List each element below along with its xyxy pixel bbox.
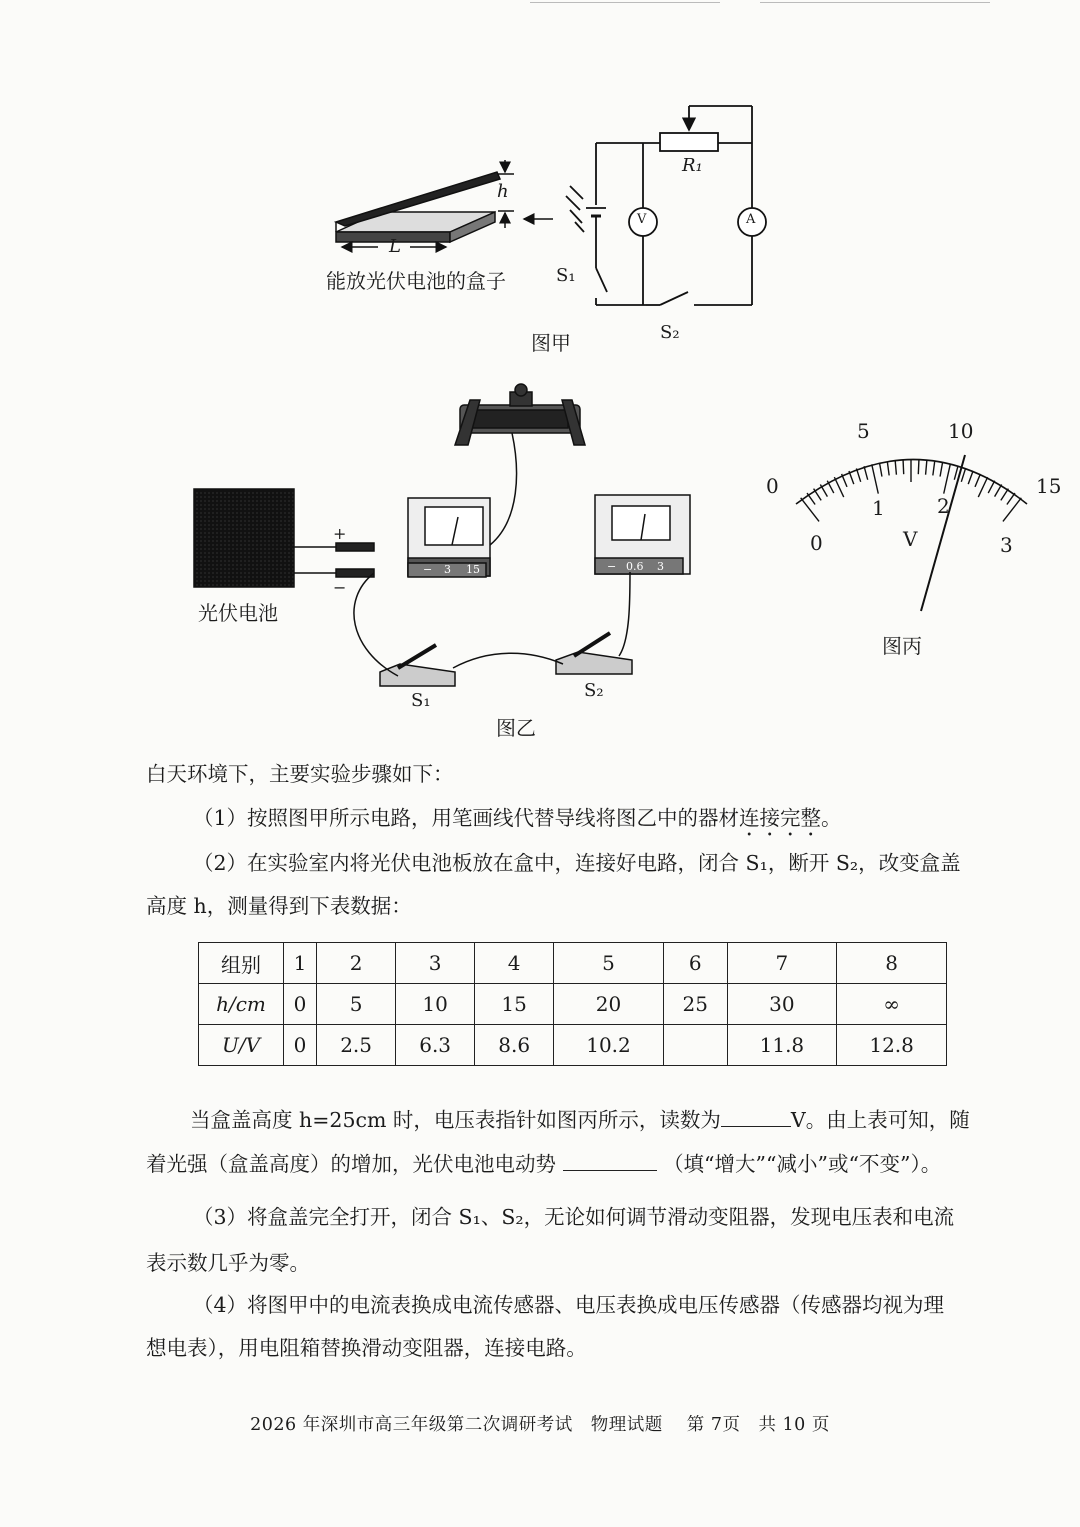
minus-label: − — [333, 578, 347, 597]
h-label: h — [497, 181, 509, 202]
voltmeter-terminal-15: 15 — [466, 563, 480, 576]
bottom-scale-0: 0 — [810, 531, 823, 555]
voltmeter-terminal-neg: − — [423, 563, 433, 576]
top-scale-0: 0 — [766, 474, 779, 498]
meter-tick — [968, 471, 973, 484]
box-label: 能放光伏电池的盒子 — [326, 269, 506, 293]
meter-tick — [801, 498, 819, 522]
step3-line1: （3）将盒盖完全打开，闭合 S₁、S₂，无论如何调节滑动变阻器，发现电压表和电流 — [193, 1205, 955, 1229]
figure-jia-caption: 图甲 — [531, 331, 571, 355]
meter-tick — [978, 477, 987, 497]
step1-text: （1）按照图甲所示电路，用笔画线代替导线将图乙中的器材连接完整。 — [193, 806, 842, 830]
table-row: 组别 1 2 3 4 5 6 7 8 — [199, 943, 947, 984]
ammeter-symbol: A — [746, 212, 756, 227]
bottom-scale-1: 1 — [872, 496, 885, 520]
ammeter-terminal-neg: − — [607, 560, 617, 573]
meter-tick — [849, 471, 854, 484]
table-row: U/V 0 2.5 6.3 8.6 10.2 11.8 12.8 — [199, 1025, 947, 1066]
meter-tick — [903, 460, 904, 474]
yi-S2-label: S₂ — [584, 680, 604, 701]
meter-tick — [995, 484, 1002, 496]
meter-tick — [814, 489, 822, 501]
bottom-scale-3: 3 — [1000, 533, 1013, 557]
step2-line1: （2）在实验室内将光伏电池板放在盒中，连接好电路，闭合 S₁，断开 S₂，改变盒盖 — [193, 851, 961, 875]
ammeter-terminal-0.6: 0.6 — [626, 560, 644, 573]
intro-text: 白天环境下，主要实验步骤如下： — [146, 762, 454, 786]
meter-tick — [961, 468, 965, 481]
meter-tick — [887, 462, 889, 476]
data-table — [198, 942, 947, 1066]
meter-tick — [879, 463, 881, 477]
question-line2: 着光强（盒盖高度）的增加，光伏电池电动势 （填“增大”“减小”或“不变”）。 — [146, 1152, 942, 1176]
L-label: L — [389, 236, 401, 257]
meter-tick — [834, 477, 843, 497]
meter-tick — [856, 468, 860, 481]
answer-blank-cell[interactable] — [663, 1025, 727, 1066]
top-scale-5: 5 — [857, 419, 870, 443]
table-row: h/cm 0 5 10 15 20 25 30 ∞ — [199, 984, 947, 1025]
meter-tick — [926, 461, 927, 475]
meter-tick — [1007, 493, 1015, 504]
meter-tick — [872, 464, 879, 493]
voltmeter-terminal-3: 3 — [444, 563, 451, 576]
meter-tick — [975, 474, 980, 487]
voltage-answer-blank[interactable] — [721, 1108, 791, 1127]
step2-line2: 高度 h，测量得到下表数据： — [146, 894, 412, 918]
yi-S1-label: S₁ — [411, 690, 431, 711]
apparatus-drawing — [194, 384, 690, 686]
meter-tick — [864, 466, 868, 480]
pv-label: 光伏电池 — [198, 601, 278, 625]
meter-tick — [895, 461, 896, 475]
step3-line2: 表示数几乎为零。 — [146, 1251, 310, 1275]
figure-bing-caption: 图丙 — [882, 634, 922, 658]
meter-tick — [988, 481, 995, 493]
meter-tick — [954, 466, 958, 480]
step4-line1: （4）将图甲中的电流表换成电流传感器、电压表换成电压传感器（传感器均视为理 — [193, 1293, 945, 1317]
R1-label: R₁ — [682, 155, 703, 176]
figure-yi-caption: 图乙 — [496, 716, 536, 740]
top-scale-15: 15 — [1036, 474, 1062, 498]
page-footer: 2026 年深圳市高三年级第二次调研考试 物理试题 第 7页 共 10 页 — [250, 1415, 830, 1435]
plus-label: + — [333, 524, 347, 543]
meter-tick — [1003, 498, 1021, 522]
meter-tick — [940, 463, 942, 477]
bottom-scale-2: 2 — [937, 494, 950, 518]
meter-unit: V — [903, 527, 918, 551]
meter-tick — [918, 460, 919, 474]
meter-tick — [1001, 489, 1009, 501]
step4-line2: 想电表），用电阻箱替换滑动变阻器，连接电路。 — [146, 1336, 587, 1360]
question-line1: 当盒盖高度 h=25cm 时，电压表指针如图丙所示，读数为 V。由上表可知，随 — [190, 1108, 970, 1132]
S2-label: S₂ — [660, 322, 680, 343]
meter-tick — [933, 462, 935, 476]
meter-tick — [807, 493, 815, 504]
meter-tick — [944, 464, 951, 493]
S1-label: S₁ — [556, 265, 576, 286]
top-scale-10: 10 — [948, 419, 974, 443]
pv-box-drawing — [336, 160, 553, 247]
emf-answer-blank[interactable] — [563, 1152, 657, 1171]
voltmeter-symbol: V — [637, 212, 647, 227]
circuit-diagram — [566, 106, 766, 305]
ammeter-terminal-3: 3 — [657, 560, 664, 573]
